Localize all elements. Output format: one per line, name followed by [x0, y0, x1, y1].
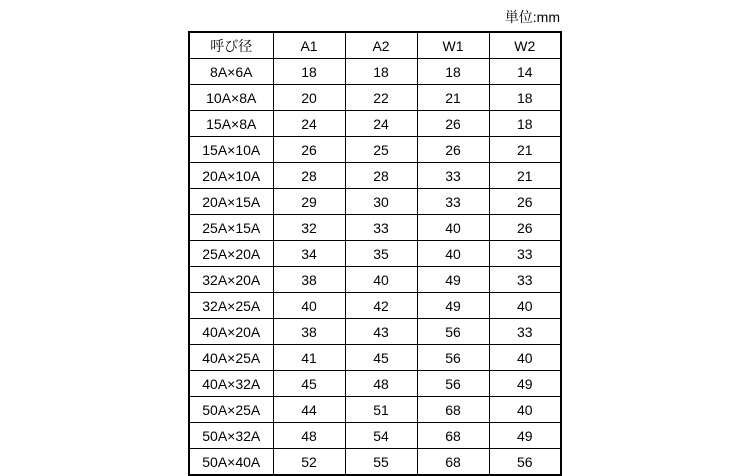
- cell-w1: 68: [417, 423, 489, 449]
- header-a2: A2: [345, 32, 417, 59]
- cell-a1: 18: [273, 59, 345, 85]
- cell-a2: 42: [345, 293, 417, 319]
- table-row: [189, 59, 561, 85]
- cell-w1: 26: [417, 137, 489, 163]
- cell-a2: 25: [345, 137, 417, 163]
- cell-a1: 29: [273, 189, 345, 215]
- cell-nominal-size: 15A×10A: [189, 137, 273, 163]
- cell-w2: 18: [489, 85, 561, 111]
- cell-w1: 56: [417, 319, 489, 345]
- cell-nominal-size: 20A×15A: [189, 189, 273, 215]
- cell-w1: 33: [417, 189, 489, 215]
- cell-nominal-size: 40A×32A: [189, 371, 273, 397]
- table-row: [189, 319, 561, 345]
- header-w1: W1: [417, 32, 489, 59]
- table-row: [189, 267, 561, 293]
- table-row: [189, 241, 561, 267]
- table-row: [189, 397, 561, 423]
- header-w2: W2: [489, 32, 561, 59]
- cell-w2: 21: [489, 137, 561, 163]
- cell-a1: 28: [273, 163, 345, 189]
- cell-a2: 51: [345, 397, 417, 423]
- cell-w2: 40: [489, 293, 561, 319]
- table-row: [189, 345, 561, 371]
- cell-nominal-size: 25A×20A: [189, 241, 273, 267]
- cell-a2: 35: [345, 241, 417, 267]
- cell-a2: 55: [345, 449, 417, 476]
- cell-a1: 48: [273, 423, 345, 449]
- table-row: [189, 137, 561, 163]
- cell-a1: 45: [273, 371, 345, 397]
- table-row: [189, 293, 561, 319]
- table-row: [189, 163, 561, 189]
- cell-a1: 34: [273, 241, 345, 267]
- cell-w1: 56: [417, 345, 489, 371]
- cell-w2: 49: [489, 423, 561, 449]
- cell-w2: 40: [489, 397, 561, 423]
- table-row: [189, 371, 561, 397]
- table-row: [189, 215, 561, 241]
- table-row: [189, 111, 561, 137]
- cell-w2: 26: [489, 215, 561, 241]
- cell-nominal-size: 15A×8A: [189, 111, 273, 137]
- table-row: [189, 423, 561, 449]
- cell-w2: 33: [489, 319, 561, 345]
- cell-w2: 56: [489, 449, 561, 476]
- table-row: [189, 85, 561, 111]
- cell-w2: 21: [489, 163, 561, 189]
- table-header: [189, 32, 561, 59]
- cell-a2: 33: [345, 215, 417, 241]
- cell-a2: 24: [345, 111, 417, 137]
- dimension-table: [188, 31, 562, 476]
- unit-label: 単位:mm: [504, 9, 560, 25]
- cell-a2: 54: [345, 423, 417, 449]
- cell-w2: 40: [489, 345, 561, 371]
- table-body: [189, 59, 561, 476]
- header-row: [189, 32, 561, 59]
- cell-a1: 20: [273, 85, 345, 111]
- cell-w1: 56: [417, 371, 489, 397]
- cell-nominal-size: 50A×40A: [189, 449, 273, 476]
- cell-nominal-size: 50A×25A: [189, 397, 273, 423]
- cell-a2: 40: [345, 267, 417, 293]
- cell-nominal-size: 8A×6A: [189, 59, 273, 85]
- cell-a1: 38: [273, 319, 345, 345]
- cell-a2: 48: [345, 371, 417, 397]
- cell-a1: 41: [273, 345, 345, 371]
- cell-w2: 18: [489, 111, 561, 137]
- cell-a1: 44: [273, 397, 345, 423]
- cell-w1: 49: [417, 293, 489, 319]
- cell-w2: 49: [489, 371, 561, 397]
- cell-w1: 26: [417, 111, 489, 137]
- table-row: [189, 189, 561, 215]
- cell-a2: 45: [345, 345, 417, 371]
- cell-nominal-size: 40A×20A: [189, 319, 273, 345]
- cell-w2: 33: [489, 267, 561, 293]
- cell-w2: 26: [489, 189, 561, 215]
- cell-w1: 33: [417, 163, 489, 189]
- cell-a1: 40: [273, 293, 345, 319]
- cell-a2: 28: [345, 163, 417, 189]
- cell-nominal-size: 25A×15A: [189, 215, 273, 241]
- cell-a2: 22: [345, 85, 417, 111]
- cell-nominal-size: 40A×25A: [189, 345, 273, 371]
- cell-a2: 30: [345, 189, 417, 215]
- cell-w1: 68: [417, 449, 489, 476]
- cell-a1: 38: [273, 267, 345, 293]
- header-nominal-size: 呼び径: [189, 32, 273, 59]
- cell-a2: 43: [345, 319, 417, 345]
- header-a1: A1: [273, 32, 345, 59]
- cell-a1: 24: [273, 111, 345, 137]
- table-row: [189, 449, 561, 476]
- cell-w2: 33: [489, 241, 561, 267]
- cell-w1: 68: [417, 397, 489, 423]
- cell-a1: 52: [273, 449, 345, 476]
- cell-w1: 49: [417, 267, 489, 293]
- cell-nominal-size: 20A×10A: [189, 163, 273, 189]
- cell-w1: 40: [417, 215, 489, 241]
- cell-a1: 32: [273, 215, 345, 241]
- cell-w1: 40: [417, 241, 489, 267]
- cell-w1: 18: [417, 59, 489, 85]
- cell-nominal-size: 32A×20A: [189, 267, 273, 293]
- cell-w1: 21: [417, 85, 489, 111]
- cell-a1: 26: [273, 137, 345, 163]
- cell-nominal-size: 32A×25A: [189, 293, 273, 319]
- cell-a2: 18: [345, 59, 417, 85]
- cell-nominal-size: 50A×32A: [189, 423, 273, 449]
- cell-nominal-size: 10A×8A: [189, 85, 273, 111]
- cell-w2: 14: [489, 59, 561, 85]
